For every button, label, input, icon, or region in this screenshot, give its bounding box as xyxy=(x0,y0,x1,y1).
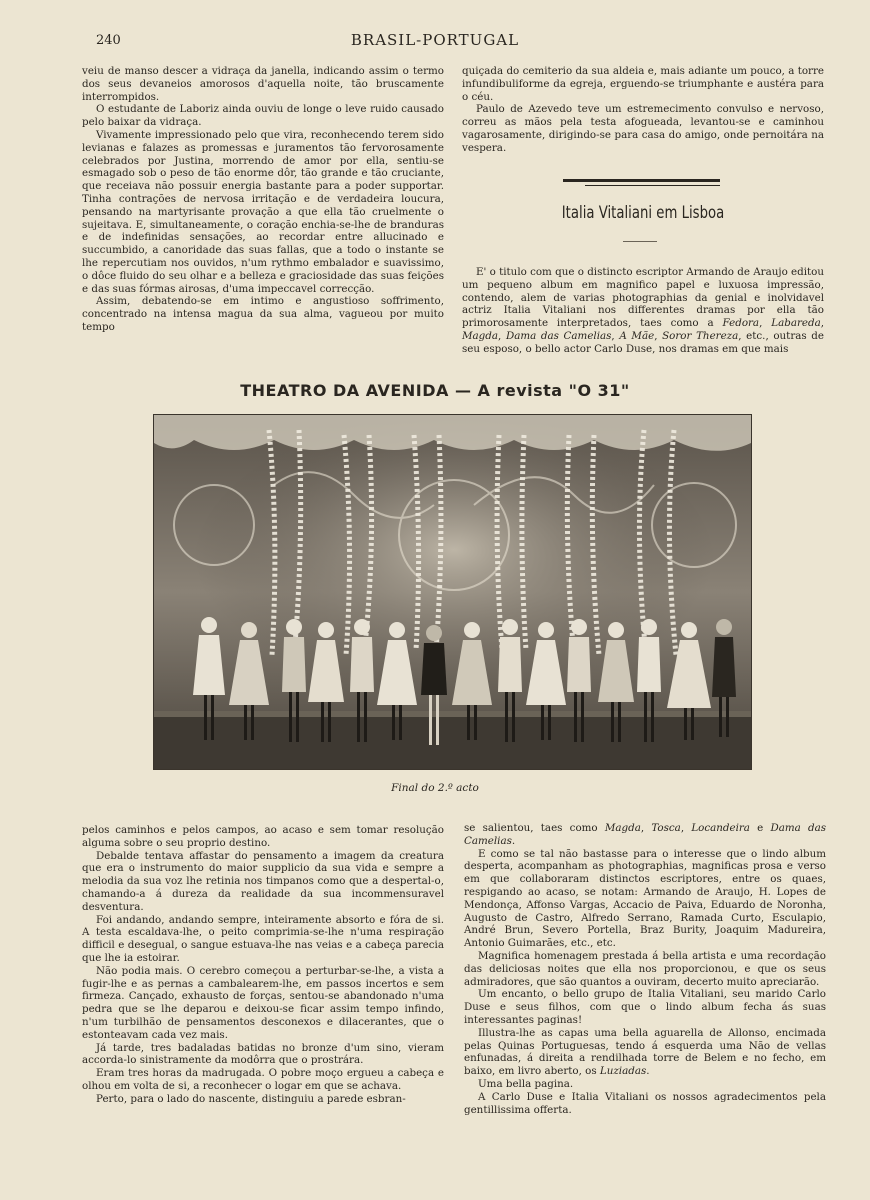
story-paragraph: Paulo de Azevedo teve um estremecimento convulso e nervoso, correu as mãos pela testa afogueada, levantou-se e caminhou vagarosamente, dirigindo-se para casa do amigo, onde pernoitára na vespera. xyxy=(462,103,824,154)
article-title: Italia Vitaliani em Lisboa xyxy=(561,203,725,223)
article-paragraph: E como se tal não bastasse para o interesse que o lindo album desperta, acompanham as photographias, magnificas prosa e verso em que collaboraram distinctos escriptores, entre os quaes, respigando ao acaso, se notam: Armando de Araujo, H. Lopes de Mendonça, Affonso Vargas, Accacio de Paiva, Eduardo de Noronha, Augusto de Castro, Alfredo Serrano, Ramada Curto, Esculapio, André Brun, Severo Portella, Braz Burity, Joaquim Madureira, Antonio Guimarães, etc., etc. xyxy=(464,847,826,950)
article-paragraph: Uma bella pagina. xyxy=(478,1077,574,1090)
story-paragraph: Vivamente impressionado pelo que vira, reconhecendo terem sido levianas e falazes as promessas e juramentos tão fervorosamente celebrados por Justina, morrendo de amor por ella, sentiu-se esmagado sob o peso de tão enorme dôr, tão grande e tão cruciante, que receiava não possuir energia bastante para a poder supportar. Tinha contrações de nervosa irritação e de verdadeira loucura, pensando na martyrisante provação a que ella tão cruelmente o sujeitava. E, simultaneamente, o coração enchia-se-lhe de branduras e de indefinidas sensações, ao recordar entre allucinado e succumbido, a canoridade das suas fallas, que a todo o instante se lhe repercutiam nos ouvidos, n'um rythmo embalador e suavissimo, o dôce fluido do seu olhar e a belleza e graciosidade das suas feições e das suas fórmas airosas, d'uma impeccavel correcção. xyxy=(82,128,444,295)
story-paragraph: veiu de manso descer a vidraça da janella, indicando assim o termo dos seus devaneios amorosos d'aquella noite, tão bruscamente interrompidos. xyxy=(82,65,444,103)
section-divider-thin xyxy=(585,185,720,186)
role-title: Labareda xyxy=(771,317,821,330)
section-divider-thick xyxy=(563,179,720,182)
role-title: Magda xyxy=(462,329,499,342)
article-paragraph: Magnifica homenagem prestada á bella artista e uma recordação das deliciosas noites que ella nos proporcionou, e que os seus admiradores, que são quantos a ouviram, decerto muito apreciarão. xyxy=(464,949,826,988)
story-paragraph: pelos caminhos e pelos campos, ao acaso e sem tomar resolução alguma sobre o seu proprio destino. xyxy=(82,824,444,849)
photo-heading: THEATRO DA AVENIDA — A revista "O 31" xyxy=(240,381,630,400)
story-column-top-left xyxy=(82,65,444,334)
story-paragraph: Foi andando, andando sempre, inteiramente absorto e fóra de si. A testa escaldava-lhe, o peito comprimia-se-lhe n'uma respiração difficil e desegual, o sangue estuava-lhe nas veias e a cabeça parecia que lhe ia estoirar. xyxy=(82,913,444,964)
article-paragraph: Um encanto, o bello grupo de Italia Vitaliani, seu marido Carlo Duse e seus filhos, com que o lindo album fecha ás suas interessantes paginas! xyxy=(464,988,826,1026)
story-paragraph: Debalde tentava affastar do pensamento a imagem da creatura que era o instrumento do maior supplicio da sua vida e sempre a melodia da sua voz lhe retinia nos timpanos como que a despertal-o, chamando-a á dureza da realidade da sua incommensuravel desventura. xyxy=(82,849,444,913)
play-title: Tosca xyxy=(651,822,681,834)
article-intro: E' o titulo com que o distincto escriptor Armando de Araujo editou um pequeno album em magnifico papel e luxuosa impressão, contendo, alem de varias photographias da genial e inolvidavel actriz Italia Vitaliani nos differentes dramas por ella tão primorosamente interpretados, taes como a Fedora, Labareda, Magda, Dama das Camelias, A Mãe, Soror Thereza, etc., outras de seu esposo, o bello actor Carlo Duse, nos dramas em que mais xyxy=(462,266,824,355)
book-title: Luziadas xyxy=(599,1065,647,1078)
story-paragraph: quiçada do cemiterio da sua aldeia e, mais adiante um pouco, a torre infundibuliforme da egreja, erguendo-se triumphante e austéra para o céu. xyxy=(462,65,824,103)
role-title: Dama das Camelias xyxy=(505,329,612,342)
role-title: A Mãe xyxy=(619,329,655,342)
story-column-bottom-left xyxy=(82,824,444,1106)
story-column-top-right xyxy=(462,65,824,155)
story-paragraph: Perto, para o lado do nascente, distinguiu a parede esbran- xyxy=(96,1092,406,1105)
article-paragraph: Illustra-lhe as capas uma bella aguarella de Allonso, encimada pelas Quinas Portuguesas, tendo á esquerda uma Não de vellas enfunadas, á direita a rendilhada torre de Belem e no fecho, em baixo, em livro aberto, os Luziadas. xyxy=(464,1026,826,1078)
play-title: Dama das Camelias xyxy=(464,822,827,847)
play-title: Locandeira xyxy=(691,822,750,834)
title-underline xyxy=(623,241,657,242)
role-title: Fedora xyxy=(722,317,760,330)
story-paragraph: Já tarde, tres badaladas batidas no bronze d'um sino, vieram accorda-lo sinistramente da modôrra que o prostrára. xyxy=(82,1041,444,1067)
article-column-bottom-right xyxy=(464,822,826,1116)
article-column-top-right xyxy=(462,266,824,356)
article-paragraph: se salientou, taes como Magda, Tosca, Locandeira e Dama das Camelias. xyxy=(464,822,827,847)
photo-caption: Final do 2.º acto xyxy=(391,782,479,794)
article-paragraph: A Carlo Duse e Italia Vitaliani os nossos agradecimentos pela gentillissima offerta. xyxy=(464,1090,826,1116)
magazine-title: BRASIL-PORTUGAL xyxy=(350,31,520,49)
page-number: 240 xyxy=(96,33,121,48)
story-paragraph: Eram tres horas da madrugada. O pobre moço ergueu a cabeça e olhou em volta de si, a reconhecer o logar em que se achava. xyxy=(82,1067,444,1092)
story-paragraph: Assim, debatendo-se em intimo e angustioso soffrimento, concentrado na intensa magua da sua alma, vagueou por muito tempo xyxy=(82,295,444,333)
stage-scene-illustration xyxy=(154,415,751,769)
story-paragraph: Não podia mais. O cerebro começou a perturbar-se-lhe, a vista a fugir-lhe e as pernas a cambalearem-lhe, em passos incertos e sem firmeza. Cançado, exhausto de forças, sentou-se abandonado n'uma pedra que se lhe deparou e deixou-se ficar assim tempo infindo, n'um turbilhão de pensamentos desconexos e dilacerantes, que o estonteavam cada vez mais. xyxy=(82,964,444,1041)
story-paragraph: O estudante de Laboriz ainda ouviu de longe o leve ruido causado pelo baixar da vidraça. xyxy=(82,103,444,129)
theatre-photograph xyxy=(153,414,752,770)
role-title: Soror Thereza xyxy=(662,329,739,342)
play-title: Magda xyxy=(604,822,641,834)
